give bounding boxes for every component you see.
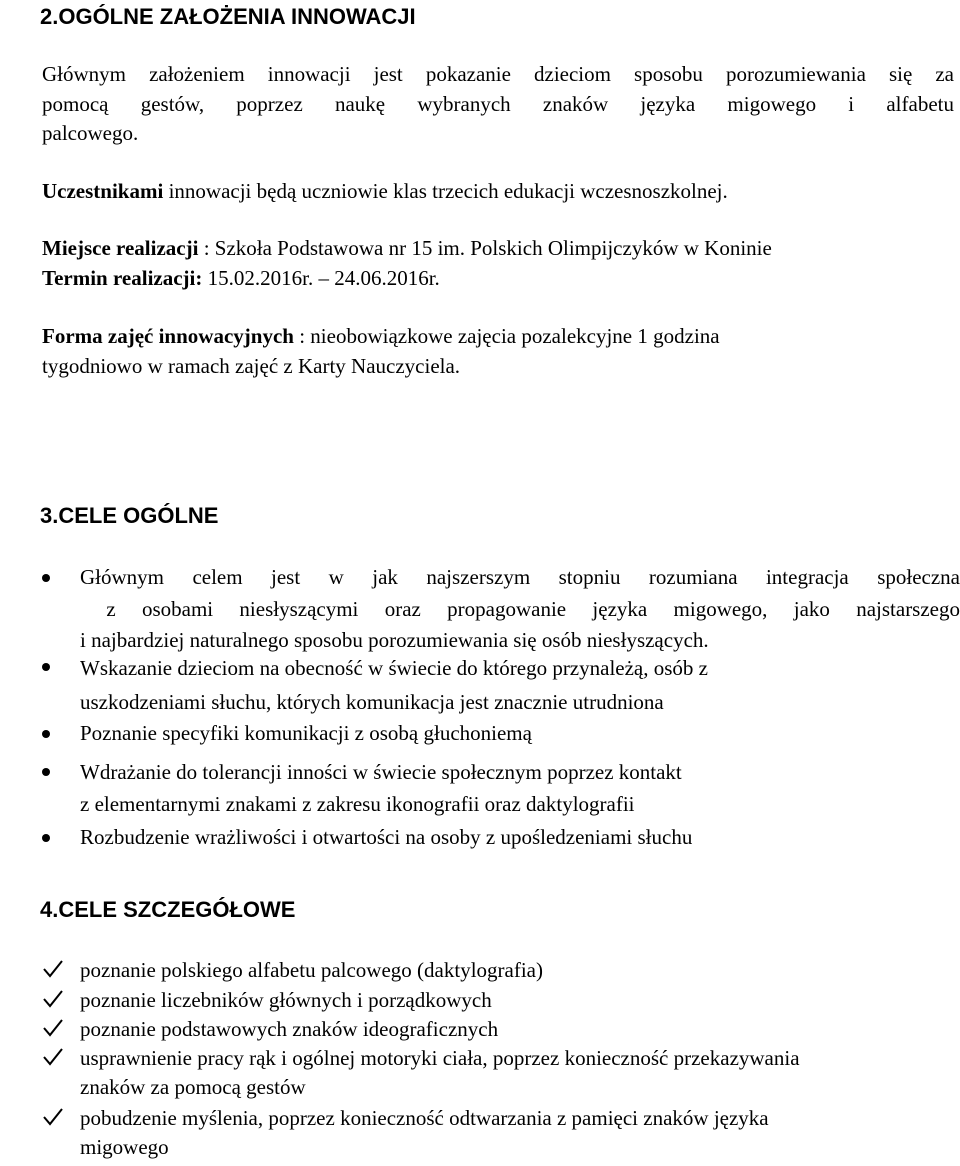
detail-5-line-2: migowego (80, 1135, 169, 1159)
detail-1-line-1: poznanie polskiego alfabetu palcowego (daktylografia) (80, 958, 543, 982)
checkmark-icon (42, 958, 64, 980)
bullet-dot (42, 834, 50, 842)
place-text: : Szkoła Podstawowa nr 15 im. Polskich Olimpijczyków w Koninie (198, 236, 772, 260)
goal-2-line-1: Wskazanie dzieciom na obecność w świecie do którego przynależą, osób z (80, 656, 708, 680)
place-line (42, 234, 954, 264)
participants-line (42, 177, 954, 207)
bullet-dot (42, 663, 50, 671)
intro-paragraph (42, 60, 954, 149)
goal-5-line-1: Rozbudzenie wrażliwości i otwartości na osoby z upośledzeniami słuchu (80, 825, 693, 849)
term-text: 15.02.2016r. – 24.06.2016r. (202, 266, 440, 290)
goal-2-line-2: uszkodzeniami słuchu, których komunikacja jest znacznie utrudniona (80, 690, 664, 714)
detail-4-line-1: usprawnienie pracy rąk i ogólnej motoryki ciała, poprzez konieczność przekazywania (80, 1046, 800, 1070)
intro-line-3: palcowego. (42, 121, 139, 145)
intro-line-1: Głównym założeniem innowacji jest pokazanie dzieciom sposobu porozumiewania się za (42, 62, 954, 86)
goal-4-line-2: z elementarnymi znakami z zakresu ikonografii oraz daktylografii (80, 792, 635, 816)
detail-2-line-1: poznanie liczebników głównych i porządkowych (80, 988, 492, 1012)
term-line (42, 264, 954, 294)
place-label: Miejsce realizacji (42, 236, 199, 260)
bullet-dot (42, 730, 50, 738)
detail-3-line-1: poznanie podstawowych znaków ideograficznych (80, 1017, 499, 1041)
checkmark-icon (42, 1106, 64, 1128)
goal-1-line-1: Głównym celem jest w jak najszerszym stopniu rozumiana integracja społeczna (80, 565, 960, 589)
form-text: : nieobowiązkowe zajęcia pozalekcyjne 1 godzina (293, 324, 720, 348)
goal-4-line-1: Wdrażanie do tolerancji inności w świecie społecznym poprzez kontakt (80, 760, 682, 784)
participants-text: innowacji będą uczniowie klas trzecich edukacji wczesnoszkolnej. (163, 179, 728, 203)
detail-5-line-1: pobudzenie myślenia, poprzez konieczność odtwarzania z pamięci znaków języka (80, 1106, 769, 1130)
checkmark-icon (42, 1046, 64, 1068)
form-line-2: tygodniowo w ramach zajęć z Karty Nauczyciela. (42, 353, 461, 378)
intro-line-2: pomocą gestów, poprzez naukę wybranych znaków języka migowego i alfabetu (42, 91, 954, 116)
form-paragraph (42, 322, 954, 381)
bullet-dot (42, 574, 50, 582)
term-label: Termin realizacji: (42, 266, 203, 290)
form-label: Forma zajęć innowacyjnych (42, 324, 294, 348)
checkmark-icon (42, 988, 64, 1010)
section-3-heading: 3.CELE OGÓLNE (40, 503, 219, 528)
section-4-heading: 4.CELE SZCZEGÓŁOWE (40, 897, 296, 922)
goal-3-line-1: Poznanie specyfiki komunikacji z osobą głuchoniemą (80, 721, 532, 745)
goal-1-line-3: i najbardziej naturalnego sposobu porozumiewania się osób niesłyszących. (80, 628, 709, 652)
detail-4-line-2: znaków za pomocą gestów (80, 1075, 306, 1099)
goal-1-line-2: z osobami niesłyszącymi oraz propagowanie języka migowego, jako najstarszego (80, 596, 960, 621)
form-line-1 (42, 322, 954, 352)
section-2-heading: 2.OGÓLNE ZAŁOŻENIA INNOWACJI (40, 4, 416, 29)
bullet-dot (42, 768, 50, 776)
participants-label: Uczestnikami (42, 179, 164, 203)
checkmark-icon (42, 1017, 64, 1039)
